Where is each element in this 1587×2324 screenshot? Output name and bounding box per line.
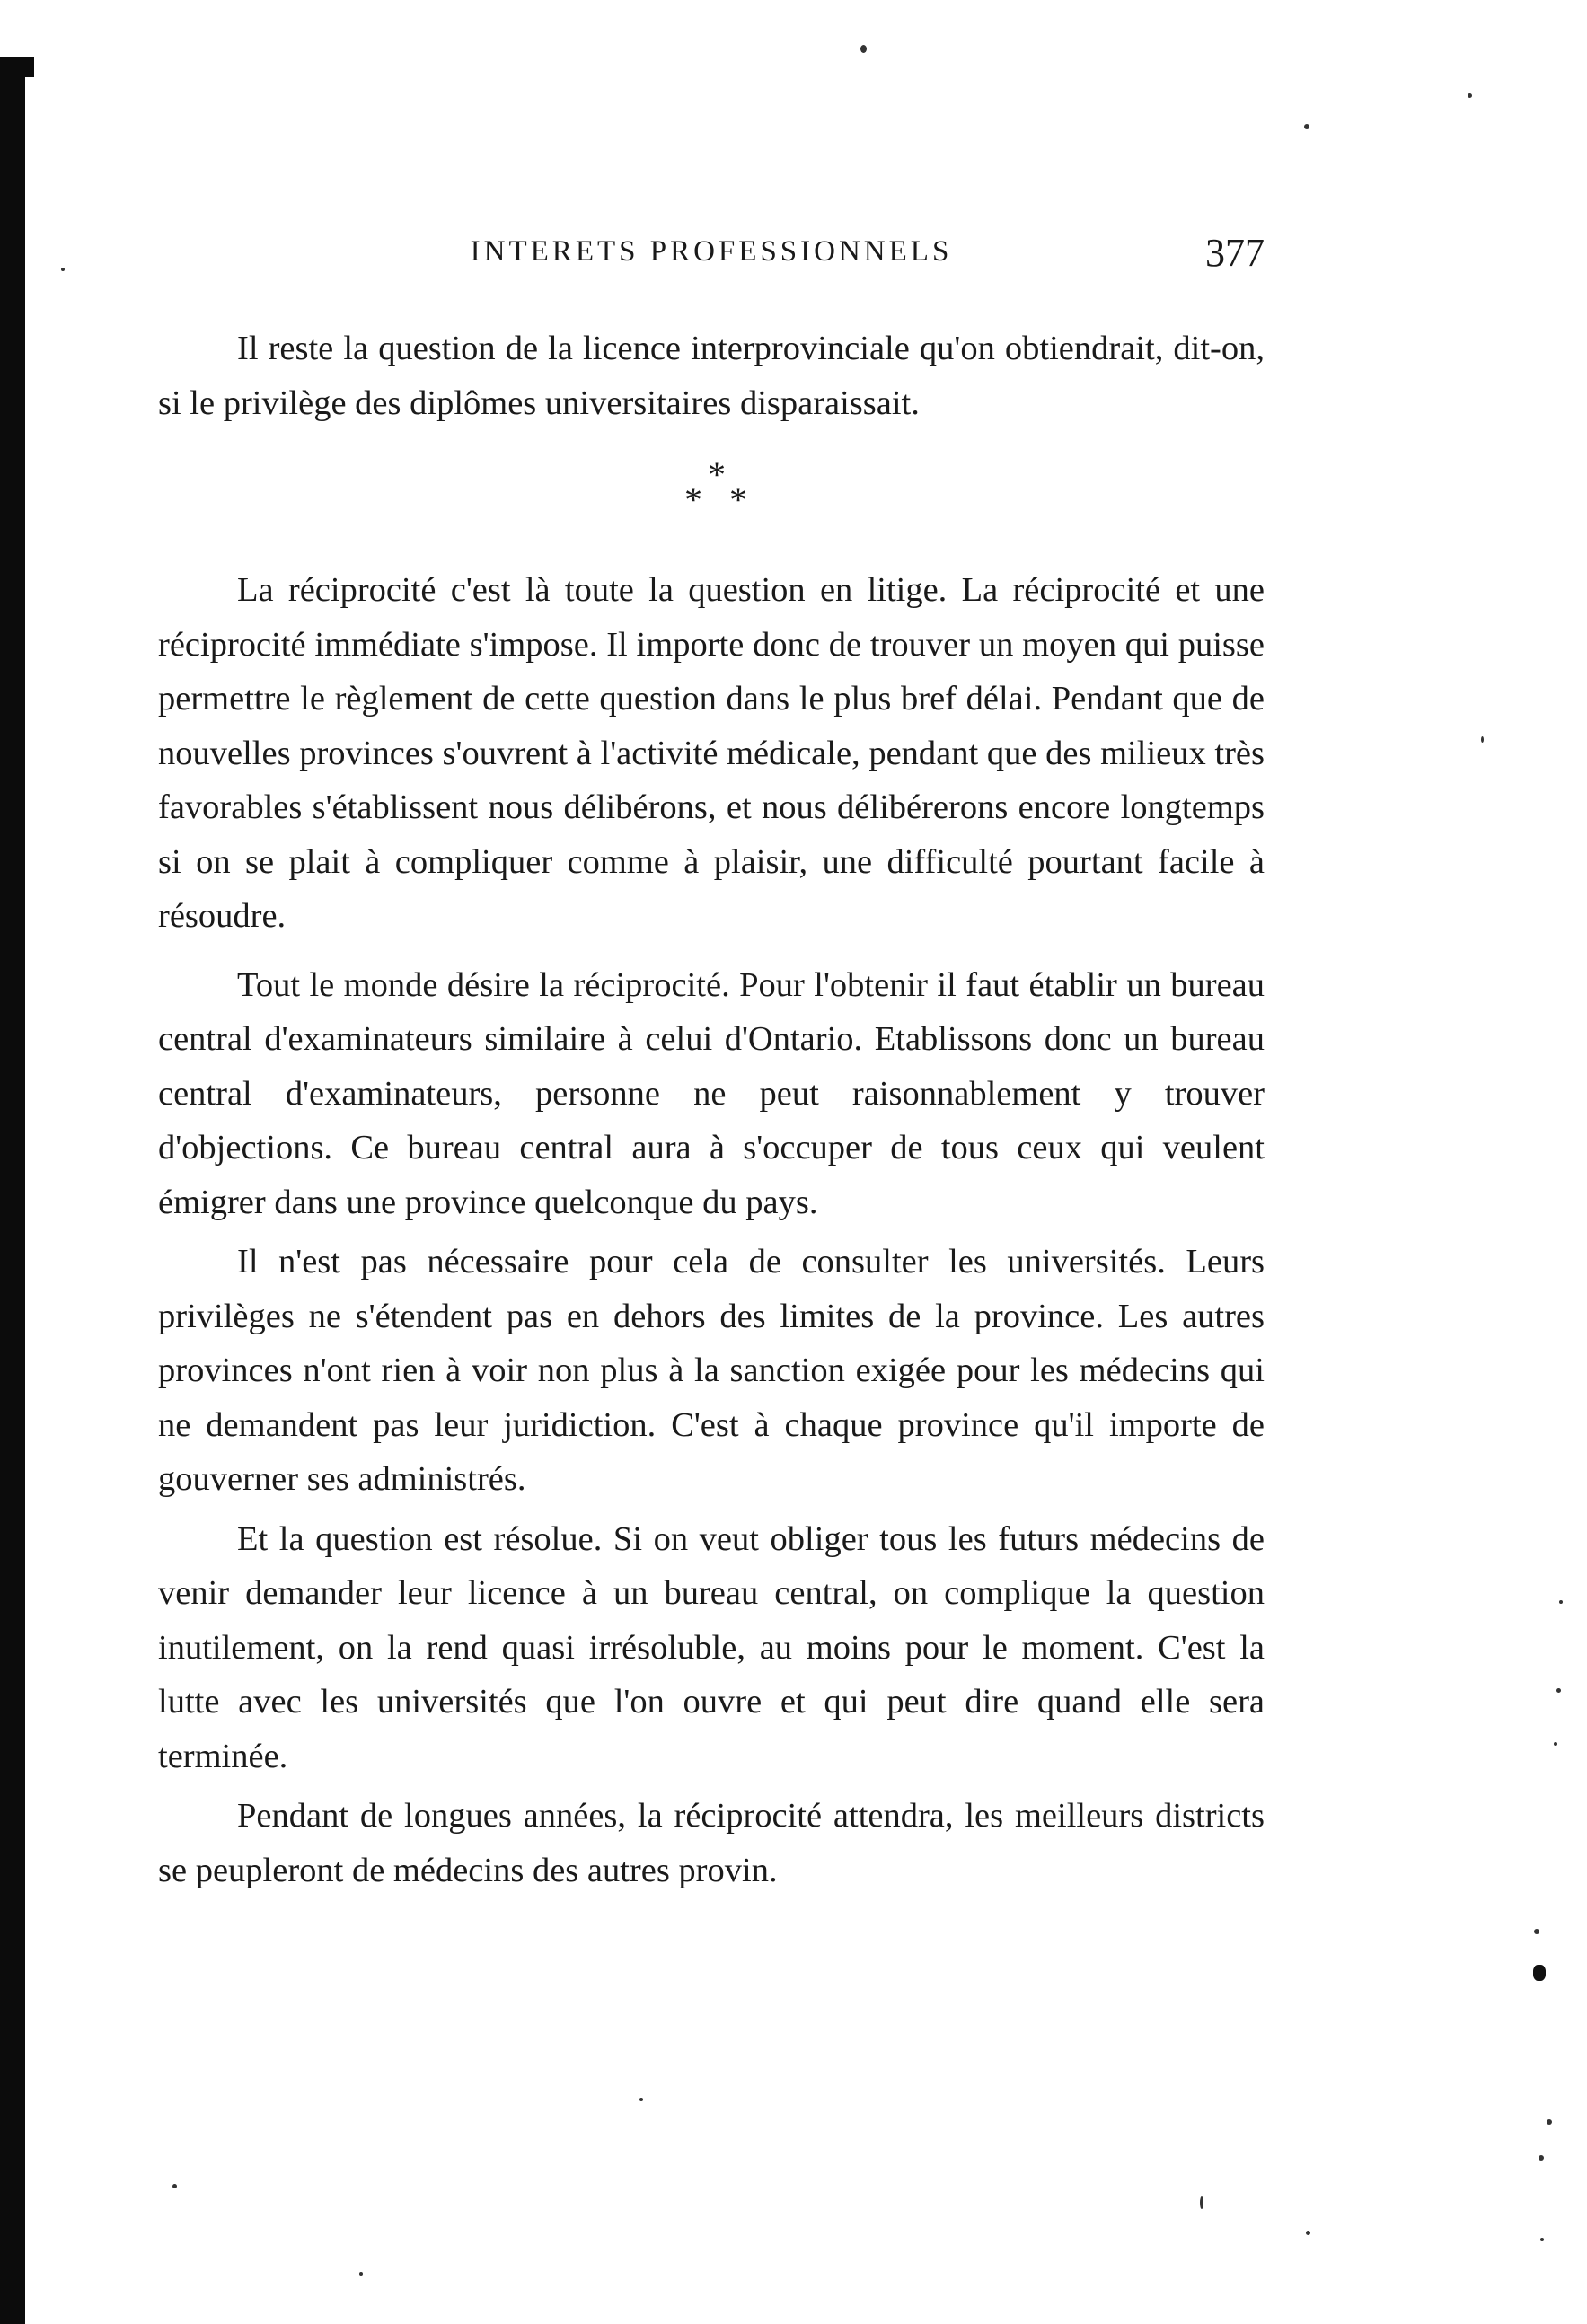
paragraph-1: Il reste la question de la licence interprovinciale qu'on obtiendrait, dit-on, si le privilège des diplômes universitaires disparaissait. <box>158 330 1265 422</box>
asterism-star-left: * <box>684 480 702 520</box>
paragraph-3: Tout le monde désire la réciprocité. Pour l'obtenir il faut établir un bureau central d'examinateurs similaire à celui d'Ontario. Etablissons donc un bureau central d'examinateurs, personne ne peut raisonnablement y trouver d'objections. Ce bureau central aura à s'occuper de tous ceux qui veulent émigrer dans une province quelconque du pays. <box>158 965 1265 1221</box>
section-break-asterism <box>158 448 1265 556</box>
running-header-title: INTERETS PROFESSIONNELS <box>470 235 953 268</box>
scan-speck <box>639 2098 643 2101</box>
book-page <box>158 231 1265 1897</box>
scan-speck <box>1534 1929 1539 1934</box>
paragraph-2: La réciprocité c'est là toute la question en litige. La réciprocité et une réciprocité immédiate s'impose. Il importe donc de trouver un moyen qui puisse permettre le règlement de cette question dans le plus bref délai. Pendant que de nouvelles provinces s'ouvrent à l'activité médicale, pendant que des milieux très favorables s'établissent nous délibérons, et nous délibérerons encore longtemps si on se plait à compliquer comme à plaisir, une difficulté pourtant facile à résoudre. <box>158 571 1265 935</box>
scan-speck <box>61 268 65 271</box>
scan-speck <box>1306 2231 1310 2235</box>
scan-speck <box>1468 93 1472 98</box>
scan-speck <box>1547 2119 1552 2125</box>
scan-left-edge-bar <box>0 57 25 2324</box>
scan-speck <box>1200 2196 1203 2209</box>
running-header <box>158 231 1265 289</box>
scan-speck <box>1540 2238 1544 2241</box>
page-number: 377 <box>1205 231 1265 275</box>
paragraph-5: Et la question est résolue. Si on veut obliger tous les futurs médecins de venir demander leur licence à un bureau central, on complique la question inutilement, on la rend quasi irrésoluble, au moins pour le moment. C'est la lutte avec les universités que l'on ouvre et qui peut dire quand elle sera terminée. <box>158 1519 1265 1775</box>
scan-speck <box>1481 736 1484 743</box>
paragraph-4: Il n'est pas nécessaire pour cela de consulter les universités. Leurs privilèges ne s'étendent pas en dehors des limites de la province. Les autres provinces n'ont rien à voir non plus à la sanction exigée pour les médecins qui ne demandent pas leur juridiction. C'est à chaque province qu'il importe de gouverner ses administrés. <box>158 1243 1265 1498</box>
scan-speck <box>1533 1965 1546 1981</box>
scan-speck <box>1554 1742 1557 1746</box>
asterism-star-right: * <box>729 480 747 520</box>
scan-speck <box>1556 1688 1561 1693</box>
paragraph-6: Pendant de longues années, la réciprocité attendra, les meilleurs districts se peupleront de médecins des autres provin. <box>158 1797 1265 1889</box>
scan-speck <box>172 2184 177 2188</box>
paragraph-gap <box>158 944 1265 958</box>
scan-speck <box>1539 2155 1544 2161</box>
scan-speck <box>860 45 867 53</box>
asterism-star-top: * <box>708 454 726 495</box>
scan-speck <box>1559 1600 1563 1604</box>
scan-left-edge-notch <box>25 57 34 77</box>
scan-speck <box>1304 124 1309 129</box>
scan-speck <box>359 2272 363 2276</box>
